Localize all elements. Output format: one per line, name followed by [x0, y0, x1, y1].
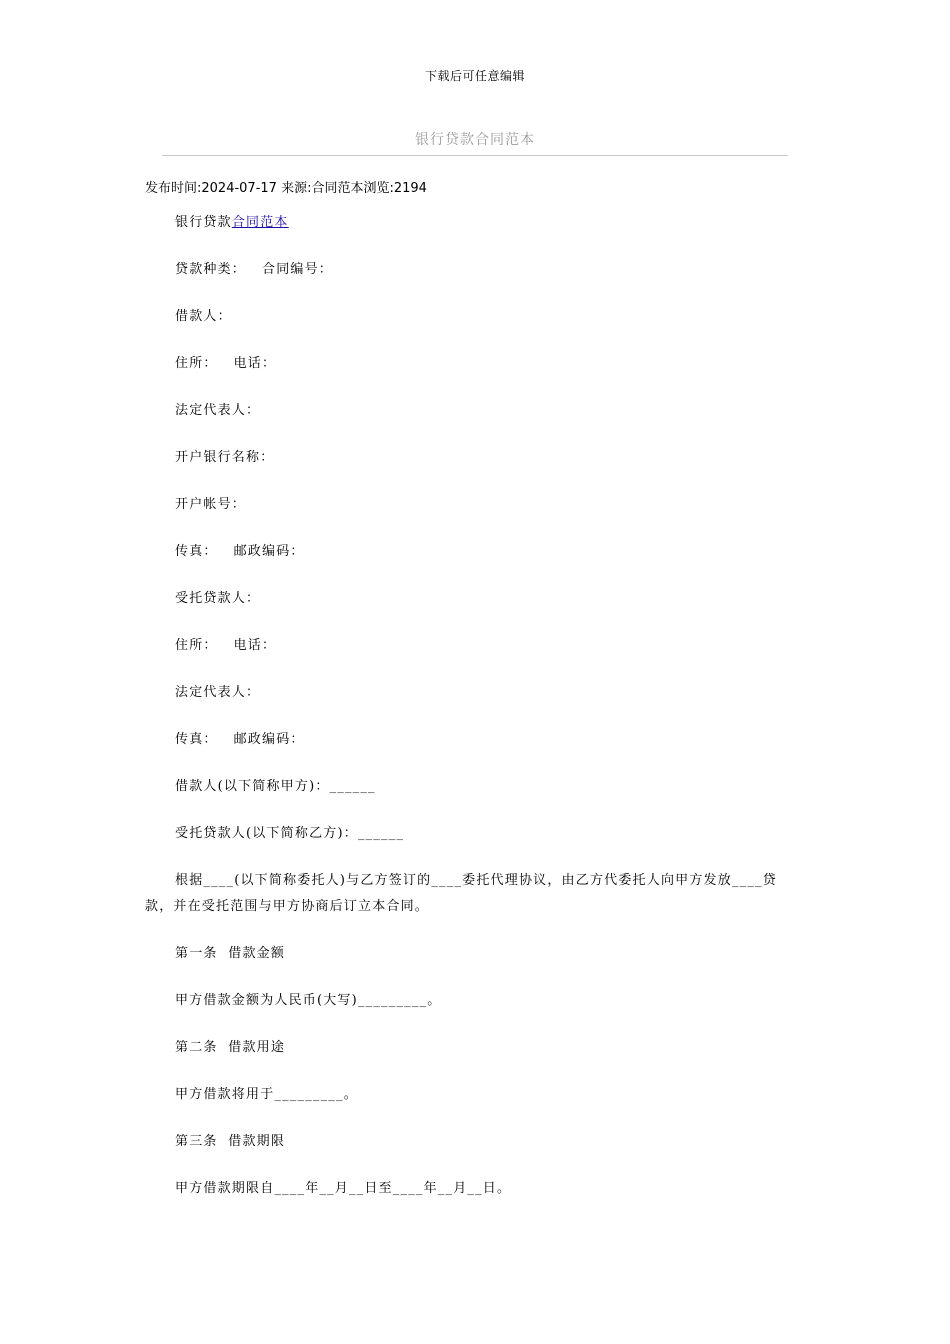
loan-type-line: 贷款种类： 合同编号： [175, 262, 333, 277]
view-count: 浏览:2194 [363, 181, 427, 196]
top-note: 下载后可任意编辑 [424, 69, 525, 83]
document-title: 银行贷款合同范本 [415, 132, 535, 148]
source: 来源:合同范本 [281, 181, 364, 196]
lender-fax-line: 传真： 邮政编码： [175, 732, 305, 747]
party-b-line: 受托贷款人(以下简称乙方)：______ [175, 826, 405, 841]
borrower-address-line: 住所： 电话： [175, 356, 277, 371]
contract-body [145, 210, 805, 1223]
article-1-heading: 第一条 借款金额 [175, 946, 286, 961]
account-number-line: 开户帐号： [175, 497, 247, 512]
article-2-text: 甲方借款将用于_________。 [175, 1087, 358, 1102]
article-3-text: 甲方借款期限自____年__月__日至____年__月__日。 [175, 1181, 512, 1196]
lender-address-line: 住所： 电话： [175, 638, 277, 653]
bank-name-line: 开户银行名称： [175, 450, 275, 465]
lender-legal-rep-line: 法定代表人： [175, 685, 261, 700]
article-2-heading: 第二条 借款用途 [175, 1040, 286, 1055]
borrower-fax-line: 传真： 邮政编码： [175, 544, 305, 559]
publish-time: 发布时间:2024-07-17 [145, 181, 277, 196]
borrower-legal-rep-line: 法定代表人： [175, 403, 261, 418]
meta-line [145, 177, 427, 196]
trustee-lender-line: 受托贷款人： [175, 591, 261, 606]
borrower-line: 借款人： [175, 309, 232, 324]
title-divider [162, 155, 788, 156]
contract-template-link[interactable]: 合同范本 [231, 215, 289, 230]
party-a-line: 借款人(以下简称甲方)：______ [175, 779, 376, 794]
article-3-heading: 第三条 借款期限 [175, 1134, 286, 1149]
preamble-paragraph: 根据____(以下简称委托人)与乙方签订的____委托代理协议，由乙方代委托人向甲方发放____贷款，并在受托范围与甲方协商后订立本合同。 [145, 873, 777, 914]
article-1-text: 甲方借款金额为人民币(大写)_________。 [175, 993, 442, 1008]
intro-paragraph [145, 210, 805, 236]
intro-prefix: 银行贷款 [175, 215, 232, 230]
